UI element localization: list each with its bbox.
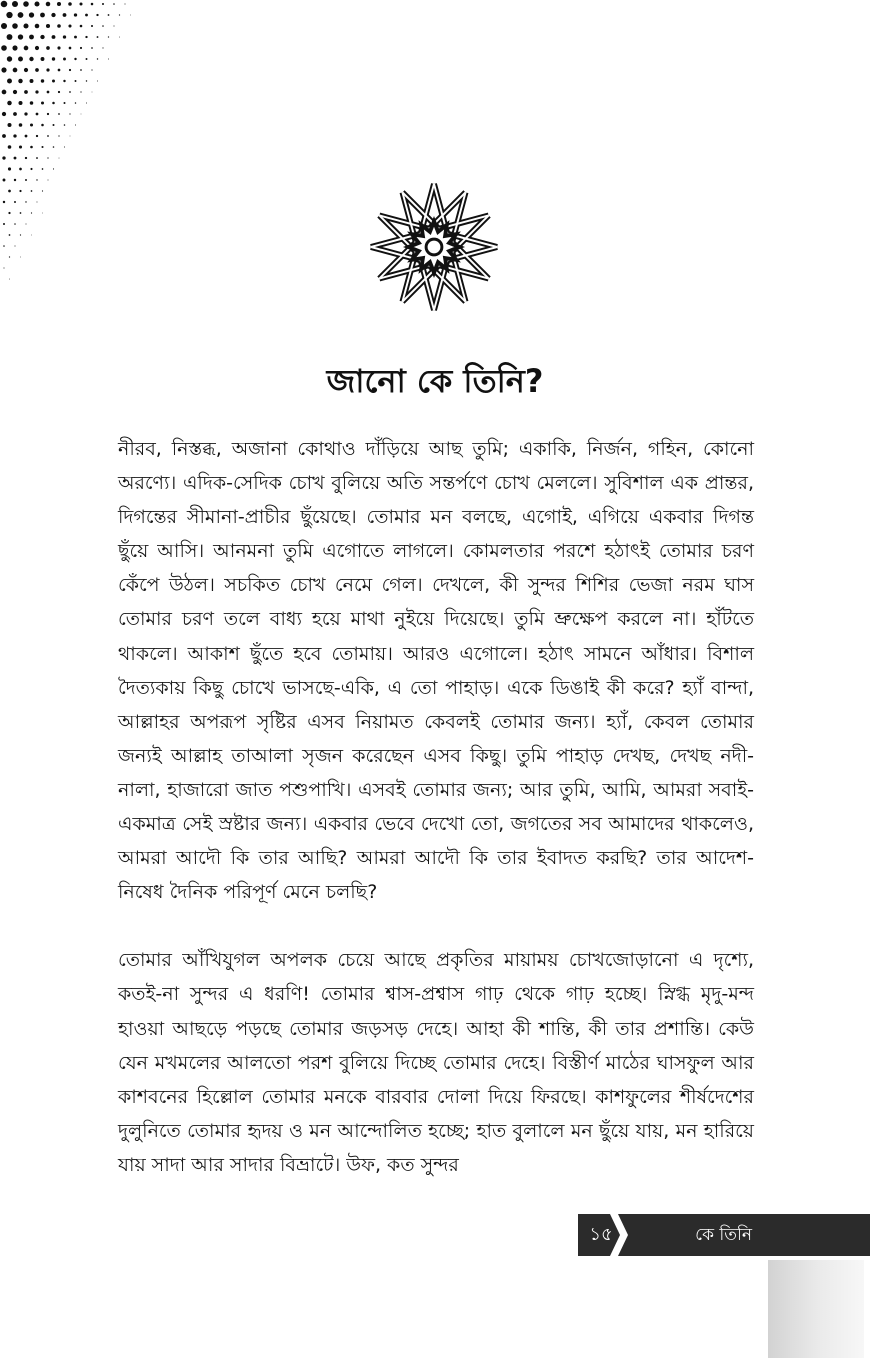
halftone-dot-decoration: [0, 0, 160, 340]
running-head: কে তিনি: [695, 1225, 752, 1245]
islamic-star-rosette-icon: [365, 178, 503, 316]
paragraph: নীরব, নিস্তব্ধ, অজানা কোথাও দাঁড়িয়ে আছ তুমি; একাকি, নির্জন, গহিন, কোনো অরণ্যে। এদিক-সেদিক চোখ বুলিয়ে অতি সন্তর্পণে চোখ মেললে। সুবিশাল এক প্রান্তর, দিগন্তের সীমানা-প্রাচীর ছুঁয়েছে। তোমার মন বলছে, এগোই, এগিয়ে একবার দিগন্ত ছুঁয়ে আসি। আনমনা তুমি এগোতে লাগলে। কোমলতার পরশে হঠাৎই তোমার চরণ কেঁপে উঠল। সচকিত চোখ নেমে গেল। দেখলে, কী সুন্দর শিশির ভেজা নরম ঘাস তোমার চরণ তলে বাধ্য হয়ে মাথা নুইয়ে দিয়েছে। তুমি ভ্রুক্ষেপ করলে না। হাঁটতে থাকলে। আকাশ ছুঁতে হবে তোমায়। আরও এগোলে। হঠাৎ সামনে আঁধার। বিশাল দৈত্যকায় কিছু চোখে ভাসছে-একি, এ তো পাহাড়। একে ডিঙাই কী করে? হ্যাঁ বান্দা, আল্লাহর অপরূপ সৃষ্টির এসব নিয়ামত কেবলই তোমার জন্য। হ্যাঁ, কেবল তোমার জন্যই আল্লাহ তাআলা সৃজন করেছেন এসব কিছু। তুমি পাহাড় দেখছ, দেখছ নদী-নালা, হাজারো জাত পশুপাখি। এসবই তোমার জন্য; আর তুমি, আমি, আমরা সবাই-একমাত্র সেই স্রষ্টার জন্য। একবার ভেবে দেখো তো, জগতের সব আমাদের থাকলেও, আমরা আদৌ কি তার আছি? আমরা আদৌ কি তার ইবাদত করছি? তার আদেশ-নিষেধ দৈনিক পরিপূর্ণ মেনে চলছি?: [118, 438, 754, 904]
corner-shade: [768, 1260, 864, 1358]
page-number: ১৫: [589, 1224, 613, 1245]
chapter-title: জানো কে তিনি?: [326, 362, 544, 400]
page-footer-tab: [578, 1214, 870, 1256]
body-text: [118, 432, 754, 1216]
paragraph: তোমার আঁখিযুগল অপলক চেয়ে আছে প্রকৃতির মায়াময় চোখজোড়ানো এ দৃশ্যে, কতই-না সুন্দর এ ধরণি! তোমার শ্বাস-প্রশ্বাস গাঢ় থেকে গাঢ় হচ্ছে। স্নিগ্ধ মৃদু-মন্দ হাওয়া আছড়ে পড়ছে তোমার জড়সড় দেহে। আহা কী শান্তি, কী তার প্রশান্তি। কেউ যেন মখমলের আলতো পরশ বুলিয়ে দিচ্ছে তোমার দেহে। বিস্তীর্ণ মাঠের ঘাসফুল আর কাশবনের হিল্লোল তোমার মনকে বারবার দোলা দিয়ে ফিরছে। কাশফুলের শীর্ষদেশের দুলুনিতে তোমার হৃদয় ও মন আন্দোলিত হচ্ছে; হাত বুলালে মন ছুঁয়ে যায়, মন হারিয়ে যায় সাদা আর সাদার বিভ্রাটে। উফ, কত সুন্দর: [118, 949, 754, 1176]
